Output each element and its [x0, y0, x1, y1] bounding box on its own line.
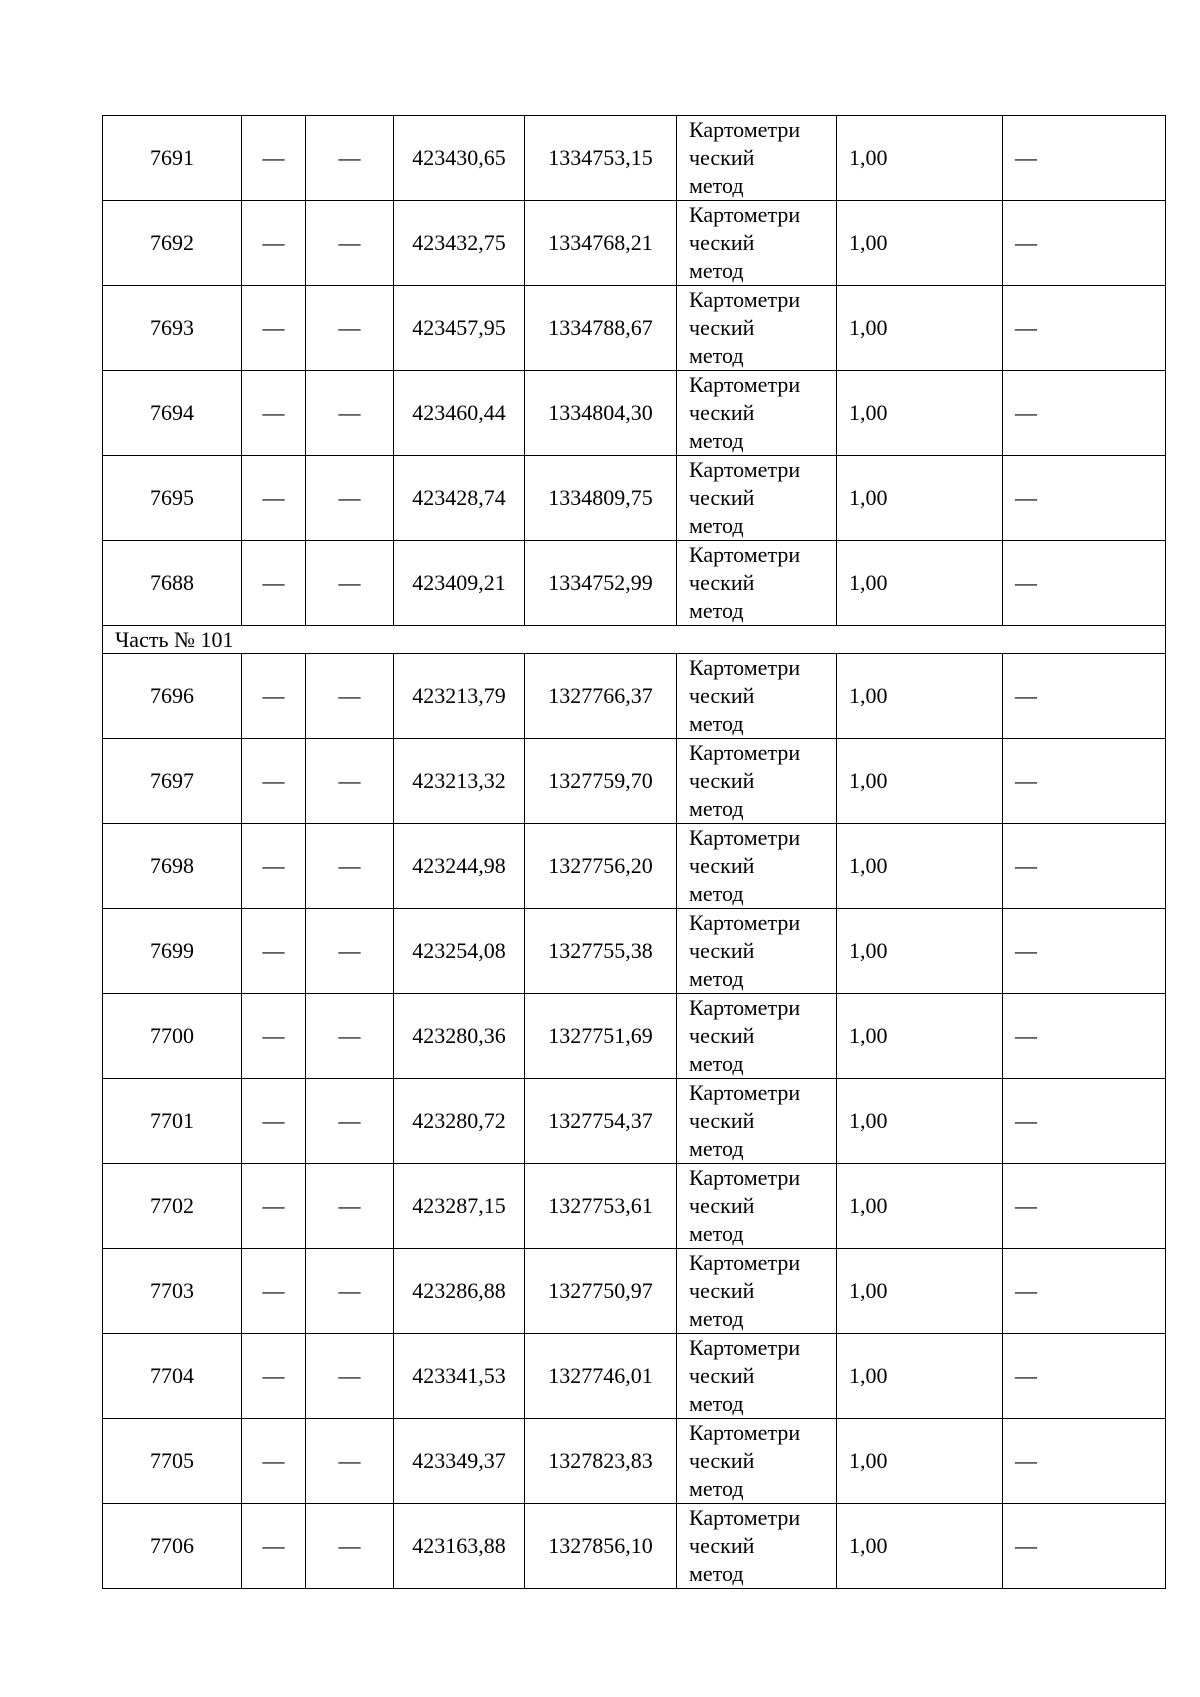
table-row	[103, 116, 1166, 201]
method-text-line: метод	[689, 598, 744, 623]
empty-y-cell: —	[306, 739, 394, 824]
empty-y-cell: —	[306, 994, 394, 1079]
method-cell	[677, 371, 837, 456]
method-text-line: Картометри	[689, 995, 801, 1020]
accuracy-cell: 1,00	[837, 116, 1003, 201]
method-text-line: метод	[689, 1561, 744, 1586]
method-cell	[677, 654, 837, 739]
y-coordinate-cell: 1327750,97	[525, 1249, 677, 1334]
method-text-line: Картометри	[689, 1420, 801, 1445]
method-text-line: метод	[689, 1221, 744, 1246]
method-text-line: ческий	[689, 683, 755, 708]
method-cell	[677, 909, 837, 994]
method-text-line: ческий	[689, 1108, 755, 1133]
x-coordinate-cell: 423280,36	[394, 994, 525, 1079]
table-row	[103, 1419, 1166, 1504]
coordinates-table	[102, 115, 1166, 1589]
x-coordinate-cell: 423213,32	[394, 739, 525, 824]
empty-y-cell: —	[306, 286, 394, 371]
empty-y-cell: —	[306, 1164, 394, 1249]
table-row	[103, 371, 1166, 456]
method-text-line: Картометри	[689, 202, 801, 227]
description-cell: —	[1003, 201, 1166, 286]
y-coordinate-cell: 1327753,61	[525, 1164, 677, 1249]
empty-y-cell: —	[306, 541, 394, 626]
description-cell: —	[1003, 1504, 1166, 1589]
method-cell	[677, 824, 837, 909]
empty-x-cell: —	[242, 824, 306, 909]
table-row	[103, 1079, 1166, 1164]
empty-x-cell: —	[242, 739, 306, 824]
empty-y-cell: —	[306, 1249, 394, 1334]
method-text-line: ческий	[689, 315, 755, 340]
empty-x-cell: —	[242, 456, 306, 541]
empty-x-cell: —	[242, 909, 306, 994]
method-cell	[677, 456, 837, 541]
x-coordinate-cell: 423213,79	[394, 654, 525, 739]
table-row	[103, 456, 1166, 541]
x-coordinate-cell: 423341,53	[394, 1334, 525, 1419]
method-text-line: метод	[689, 1306, 744, 1331]
description-cell: —	[1003, 909, 1166, 994]
empty-y-cell: —	[306, 909, 394, 994]
accuracy-cell: 1,00	[837, 371, 1003, 456]
method-text-line: ческий	[689, 938, 755, 963]
description-cell: —	[1003, 1164, 1166, 1249]
method-text-line: метод	[689, 1391, 744, 1416]
empty-x-cell: —	[242, 994, 306, 1079]
description-cell: —	[1003, 824, 1166, 909]
x-coordinate-cell: 423460,44	[394, 371, 525, 456]
accuracy-cell: 1,00	[837, 1164, 1003, 1249]
table-row	[103, 909, 1166, 994]
empty-y-cell: —	[306, 1079, 394, 1164]
y-coordinate-cell: 1327746,01	[525, 1334, 677, 1419]
point-number-cell: 7706	[103, 1504, 242, 1589]
empty-x-cell: —	[242, 1164, 306, 1249]
accuracy-cell: 1,00	[837, 286, 1003, 371]
point-number-cell: 7697	[103, 739, 242, 824]
method-text-line: метод	[689, 796, 744, 821]
y-coordinate-cell: 1334804,30	[525, 371, 677, 456]
x-coordinate-cell: 423428,74	[394, 456, 525, 541]
x-coordinate-cell: 423287,15	[394, 1164, 525, 1249]
table-row	[103, 201, 1166, 286]
method-cell	[677, 1419, 837, 1504]
empty-y-cell: —	[306, 371, 394, 456]
y-coordinate-cell: 1334788,67	[525, 286, 677, 371]
description-cell: —	[1003, 1419, 1166, 1504]
table-row	[103, 1164, 1166, 1249]
point-number-cell: 7699	[103, 909, 242, 994]
point-number-cell: 7701	[103, 1079, 242, 1164]
method-cell	[677, 994, 837, 1079]
accuracy-cell: 1,00	[837, 1079, 1003, 1164]
method-cell	[677, 201, 837, 286]
method-text-line: метод	[689, 1051, 744, 1076]
method-text-line: ческий	[689, 145, 755, 170]
method-cell	[677, 116, 837, 201]
y-coordinate-cell: 1327766,37	[525, 654, 677, 739]
empty-x-cell: —	[242, 1334, 306, 1419]
accuracy-cell: 1,00	[837, 824, 1003, 909]
method-text-line: метод	[689, 428, 744, 453]
method-cell	[677, 1079, 837, 1164]
point-number-cell: 7705	[103, 1419, 242, 1504]
method-cell	[677, 286, 837, 371]
empty-y-cell: —	[306, 1419, 394, 1504]
table-row	[103, 739, 1166, 824]
method-text-line: метод	[689, 966, 744, 991]
empty-y-cell: —	[306, 116, 394, 201]
y-coordinate-cell: 1327823,83	[525, 1419, 677, 1504]
accuracy-cell: 1,00	[837, 654, 1003, 739]
method-text-line: ческий	[689, 1448, 755, 1473]
method-cell	[677, 1504, 837, 1589]
description-cell: —	[1003, 456, 1166, 541]
accuracy-cell: 1,00	[837, 201, 1003, 286]
method-text-line: Картометри	[689, 1165, 801, 1190]
empty-y-cell: —	[306, 201, 394, 286]
empty-x-cell: —	[242, 1079, 306, 1164]
accuracy-cell: 1,00	[837, 909, 1003, 994]
accuracy-cell: 1,00	[837, 1249, 1003, 1334]
accuracy-cell: 1,00	[837, 739, 1003, 824]
table-row	[103, 1504, 1166, 1589]
method-text-line: ческий	[689, 853, 755, 878]
accuracy-cell: 1,00	[837, 1504, 1003, 1589]
method-text-line: Картометри	[689, 542, 801, 567]
point-number-cell: 7704	[103, 1334, 242, 1419]
y-coordinate-cell: 1334753,15	[525, 116, 677, 201]
method-text-line: ческий	[689, 230, 755, 255]
y-coordinate-cell: 1334768,21	[525, 201, 677, 286]
empty-y-cell: —	[306, 824, 394, 909]
description-cell: —	[1003, 1334, 1166, 1419]
x-coordinate-cell: 423457,95	[394, 286, 525, 371]
accuracy-cell: 1,00	[837, 541, 1003, 626]
table-body	[103, 116, 1166, 1589]
point-number-cell: 7691	[103, 116, 242, 201]
description-cell: —	[1003, 371, 1166, 456]
table-row	[103, 824, 1166, 909]
method-text-line: Картометри	[689, 372, 801, 397]
y-coordinate-cell: 1334752,99	[525, 541, 677, 626]
point-number-cell: 7698	[103, 824, 242, 909]
description-cell: —	[1003, 994, 1166, 1079]
method-text-line: Картометри	[689, 117, 801, 142]
empty-y-cell: —	[306, 456, 394, 541]
accuracy-cell: 1,00	[837, 1419, 1003, 1504]
method-text-line: Картометри	[689, 457, 801, 482]
table-row	[103, 541, 1166, 626]
point-number-cell: 7693	[103, 286, 242, 371]
point-number-cell: 7702	[103, 1164, 242, 1249]
empty-y-cell: —	[306, 1504, 394, 1589]
y-coordinate-cell: 1327755,38	[525, 909, 677, 994]
method-text-line: метод	[689, 1136, 744, 1161]
table-row	[103, 994, 1166, 1079]
method-cell	[677, 1164, 837, 1249]
description-cell: —	[1003, 286, 1166, 371]
method-text-line: ческий	[689, 485, 755, 510]
method-cell	[677, 541, 837, 626]
method-text-line: ческий	[689, 1363, 755, 1388]
method-text-line: метод	[689, 258, 744, 283]
empty-y-cell: —	[306, 654, 394, 739]
description-cell: —	[1003, 1079, 1166, 1164]
method-text-line: ческий	[689, 570, 755, 595]
method-text-line: метод	[689, 711, 744, 736]
empty-x-cell: —	[242, 286, 306, 371]
method-text-line: метод	[689, 343, 744, 368]
point-number-cell: 7694	[103, 371, 242, 456]
point-number-cell: 7703	[103, 1249, 242, 1334]
method-text-line: ческий	[689, 400, 755, 425]
method-text-line: метод	[689, 881, 744, 906]
y-coordinate-cell: 1334809,75	[525, 456, 677, 541]
method-text-line: Картометри	[689, 910, 801, 935]
method-text-line: ческий	[689, 1193, 755, 1218]
x-coordinate-cell: 423163,88	[394, 1504, 525, 1589]
x-coordinate-cell: 423409,21	[394, 541, 525, 626]
x-coordinate-cell: 423254,08	[394, 909, 525, 994]
accuracy-cell: 1,00	[837, 1334, 1003, 1419]
method-text-line: метод	[689, 173, 744, 198]
point-number-cell: 7696	[103, 654, 242, 739]
method-text-line: метод	[689, 1476, 744, 1501]
point-number-cell: 7700	[103, 994, 242, 1079]
y-coordinate-cell: 1327754,37	[525, 1079, 677, 1164]
method-text-line: Картометри	[689, 1080, 801, 1105]
table-row	[103, 286, 1166, 371]
table-row	[103, 1334, 1166, 1419]
empty-x-cell: —	[242, 1419, 306, 1504]
x-coordinate-cell: 423432,75	[394, 201, 525, 286]
method-cell	[677, 739, 837, 824]
accuracy-cell: 1,00	[837, 456, 1003, 541]
method-text-line: метод	[689, 513, 744, 538]
method-cell	[677, 1249, 837, 1334]
description-cell: —	[1003, 116, 1166, 201]
description-cell: —	[1003, 541, 1166, 626]
method-text-line: Картометри	[689, 655, 801, 680]
table-row	[103, 654, 1166, 739]
point-number-cell: 7692	[103, 201, 242, 286]
y-coordinate-cell: 1327751,69	[525, 994, 677, 1079]
description-cell: —	[1003, 654, 1166, 739]
empty-x-cell: —	[242, 1249, 306, 1334]
point-number-cell: 7695	[103, 456, 242, 541]
accuracy-cell: 1,00	[837, 994, 1003, 1079]
method-text-line: Картометри	[689, 287, 801, 312]
empty-x-cell: —	[242, 116, 306, 201]
method-text-line: ческий	[689, 1023, 755, 1048]
method-text-line: Картометри	[689, 740, 801, 765]
description-cell: —	[1003, 739, 1166, 824]
method-cell	[677, 1334, 837, 1419]
empty-x-cell: —	[242, 371, 306, 456]
empty-x-cell: —	[242, 201, 306, 286]
y-coordinate-cell: 1327759,70	[525, 739, 677, 824]
section-title: Часть № 101	[103, 626, 1166, 654]
empty-x-cell: —	[242, 541, 306, 626]
y-coordinate-cell: 1327856,10	[525, 1504, 677, 1589]
method-text-line: Картометри	[689, 1250, 801, 1275]
y-coordinate-cell: 1327756,20	[525, 824, 677, 909]
method-text-line: Картометри	[689, 825, 801, 850]
method-text-line: Картометри	[689, 1335, 801, 1360]
empty-x-cell: —	[242, 654, 306, 739]
section-header-row	[103, 626, 1166, 654]
empty-x-cell: —	[242, 1504, 306, 1589]
x-coordinate-cell: 423244,98	[394, 824, 525, 909]
point-number-cell: 7688	[103, 541, 242, 626]
method-text-line: ческий	[689, 768, 755, 793]
empty-y-cell: —	[306, 1334, 394, 1419]
method-text-line: ческий	[689, 1278, 755, 1303]
table-row	[103, 1249, 1166, 1334]
x-coordinate-cell: 423286,88	[394, 1249, 525, 1334]
method-text-line: ческий	[689, 1533, 755, 1558]
x-coordinate-cell: 423349,37	[394, 1419, 525, 1504]
method-text-line: Картометри	[689, 1505, 801, 1530]
description-cell: —	[1003, 1249, 1166, 1334]
x-coordinate-cell: 423430,65	[394, 116, 525, 201]
x-coordinate-cell: 423280,72	[394, 1079, 525, 1164]
